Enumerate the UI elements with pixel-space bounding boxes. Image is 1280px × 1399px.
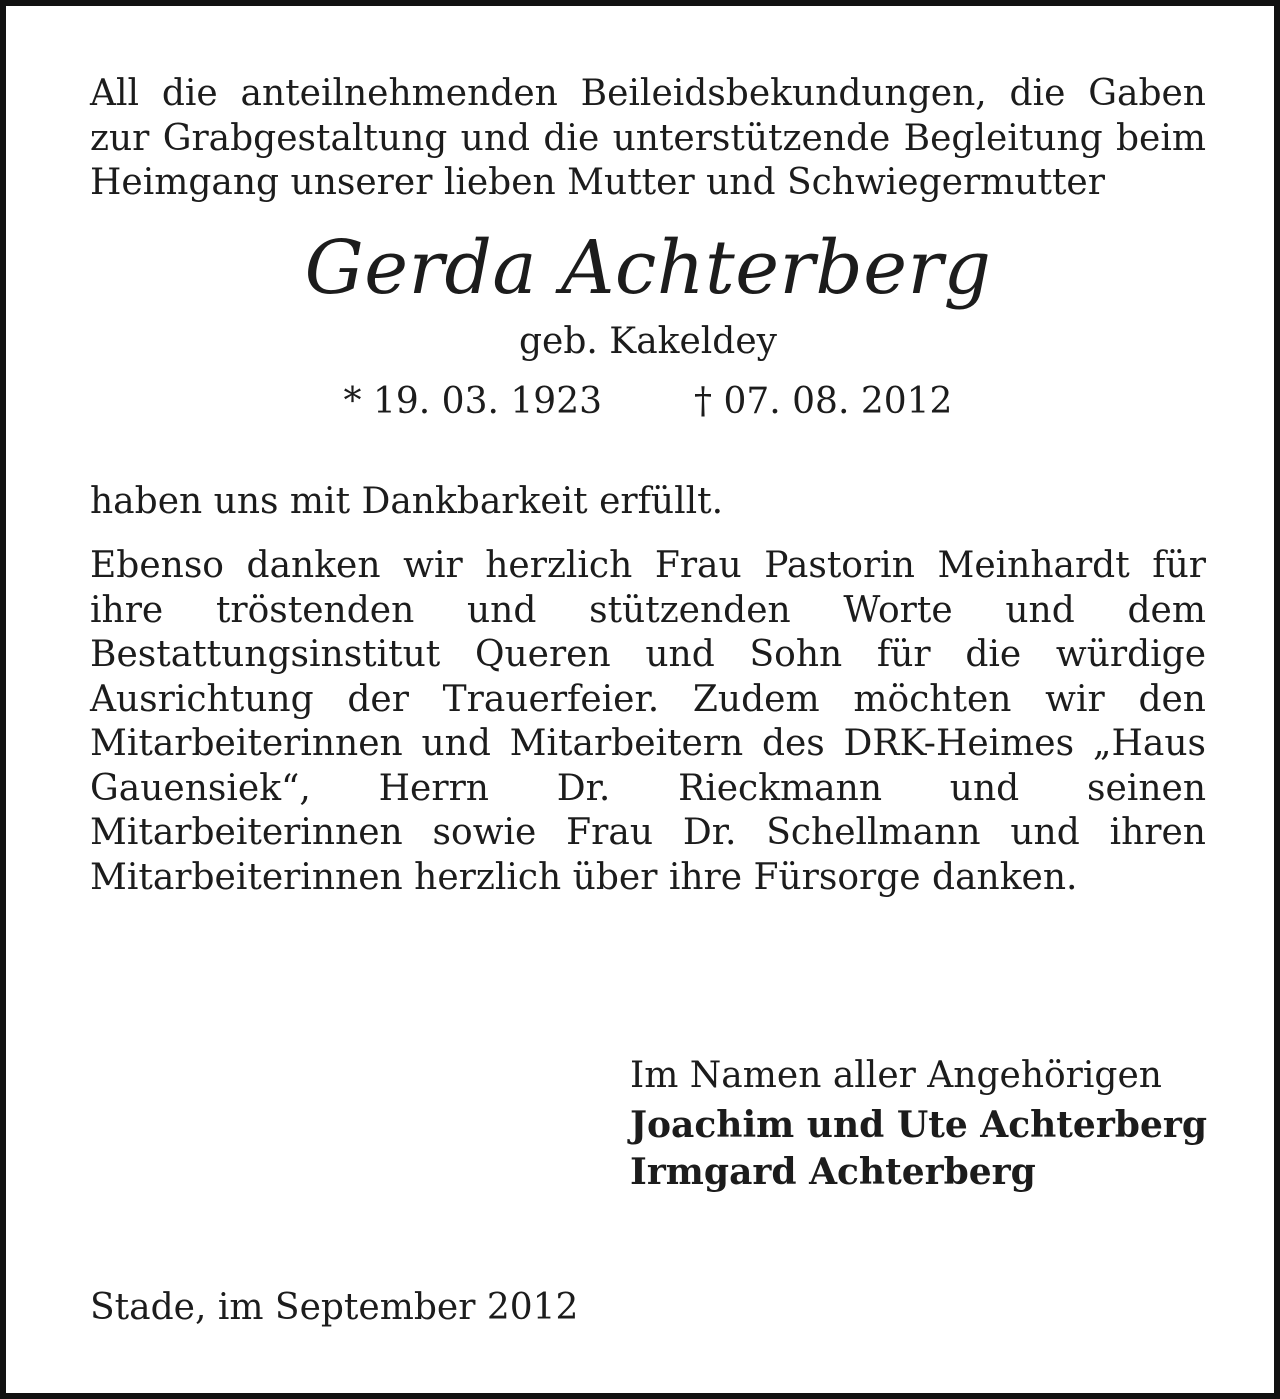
- birth-name: geb. Kakeldey: [519, 320, 777, 362]
- notice-content: [90, 72, 1206, 900]
- body-text: Ebenso danken wir herzlich Frau Pastorin Meinhardt für ihre tröstenden und stützenden Worte und dem Bestattungsinstitut Queren und Sohn für die würdige Ausrichtung der Trauerfeier. Zudem möchten wir den Mitarbeiterinnen und Mitarbeitern des DRK-Heimes „Haus Gauensiek“, Herrn Dr. Rieckmann und seinen Mitarbeiterinnen sowie Frau Dr. Schellmann und ihren Mitarbeiterinnen herzlich über ihre Fürsorge danken.: [90, 545, 1206, 898]
- birth-date: * 19. 03. 1923: [343, 380, 602, 422]
- signature-block: [630, 1052, 1230, 1196]
- deceased-name: Gerda Achterberg: [304, 224, 992, 311]
- thanks-text: haben uns mit Dankbarkeit erfüllt.: [90, 480, 724, 522]
- place-date: Stade, im September 2012: [90, 1287, 579, 1328]
- death-date: † 07. 08. 2012: [694, 380, 953, 422]
- life-dates: [90, 380, 1206, 424]
- signatory-name: Joachim und Ute Achterberg: [630, 1104, 1208, 1146]
- signatory-name: Irmgard Achterberg: [630, 1151, 1036, 1193]
- signature-intro: Im Namen aller Angehörigen: [630, 1055, 1162, 1096]
- intro-text: All die anteilnehmenden Beileidsbekundungen, die Gaben zur Grabgestaltung und die unterstützende Begleitung beim Heimgang unserer lieben Mutter und Schwiegermutter: [90, 73, 1206, 203]
